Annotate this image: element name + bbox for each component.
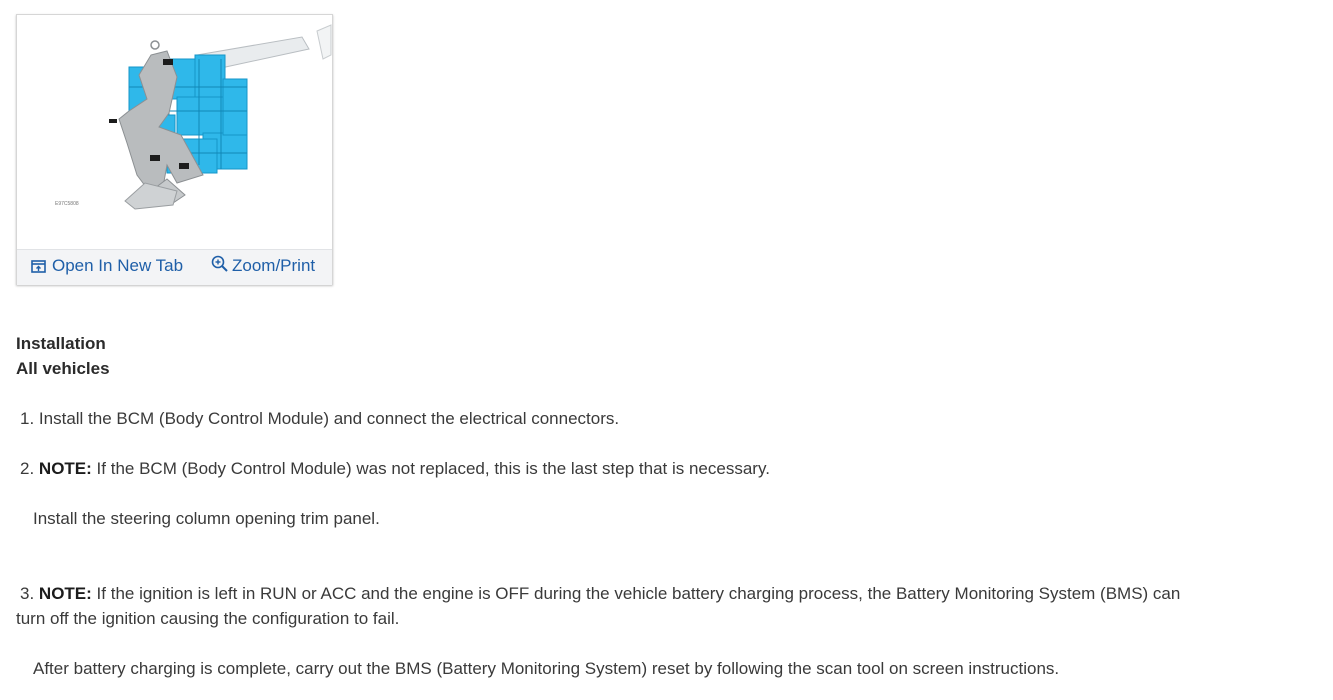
section-subtitle: All vehicles bbox=[16, 359, 110, 378]
open-in-new-tab-link[interactable] bbox=[31, 255, 183, 277]
figure-card bbox=[16, 14, 333, 285]
step-text: Install the BCM (Body Control Module) and connect the electrical connectors. bbox=[38, 409, 620, 428]
step-2 bbox=[20, 459, 770, 479]
step-note-label: NOTE: bbox=[38, 584, 92, 603]
bcm-illustration bbox=[17, 15, 332, 249]
section-title: Installation bbox=[16, 334, 106, 353]
open-new-tab-icon bbox=[31, 259, 46, 274]
open-in-new-tab-label: Open In New Tab bbox=[52, 256, 184, 275]
step-number: 3. bbox=[20, 584, 35, 603]
step-number: 2. bbox=[20, 459, 35, 478]
step-2-sub: Install the steering column opening trim panel. bbox=[33, 509, 380, 528]
zoom-in-icon bbox=[211, 255, 228, 272]
zoom-print-label: Zoom/Print bbox=[232, 256, 316, 275]
step-note-label: NOTE: bbox=[38, 459, 92, 478]
step-text: If the ignition is left in RUN or ACC and the engine is OFF during the vehicle battery charging process, the Battery Monitoring System (BMS) can bbox=[96, 584, 1181, 603]
step-3-sub: After battery charging is complete, carry out the BMS (Battery Monitoring System) reset by following the scan tool on screen instructions. bbox=[33, 659, 1060, 678]
figure-caption-code: E97C5808 bbox=[55, 201, 79, 207]
zoom-print-link[interactable] bbox=[211, 255, 315, 277]
step-text: If the BCM (Body Control Module) was not replaced, this is the last step that is necessary. bbox=[96, 459, 770, 478]
step-3 bbox=[20, 584, 1180, 604]
step-3-continuation: turn off the ignition causing the configuration to fail. bbox=[16, 609, 400, 628]
step-1 bbox=[20, 409, 619, 429]
step-number: 1. bbox=[20, 409, 35, 428]
